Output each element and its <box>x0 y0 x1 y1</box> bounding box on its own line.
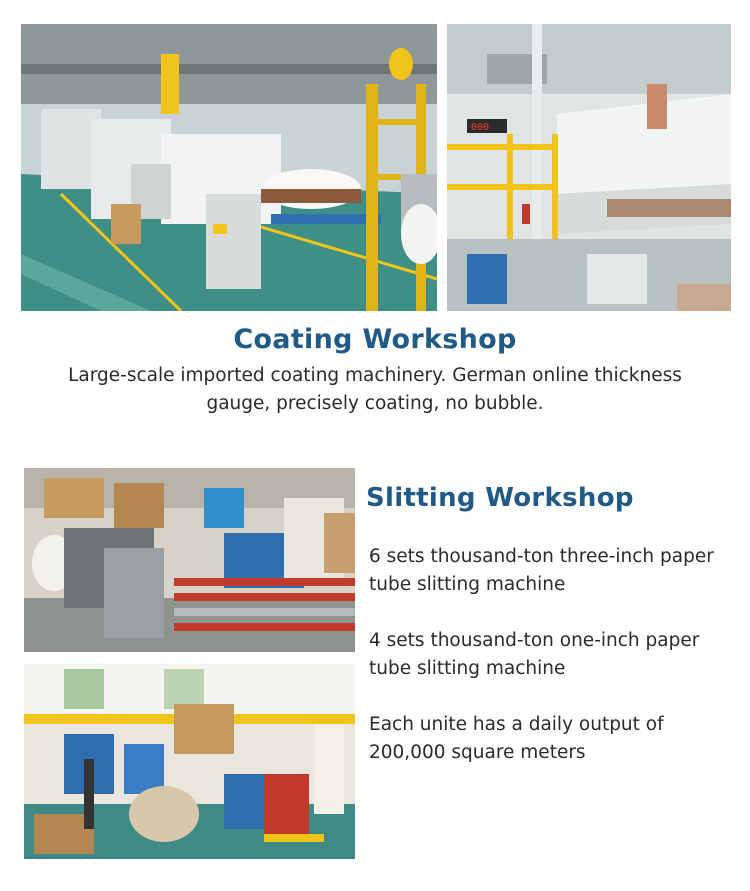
slitting-point-daily-output: Each unite has a daily output of 200,000 square meters <box>369 714 664 763</box>
coating-workshop-title: Coating Workshop <box>233 324 517 355</box>
slitting-point-one-inch: 4 sets thousand-ton one-inch paper tube slitting machine <box>369 630 700 679</box>
slitting-machines-photo <box>24 468 355 652</box>
factory-floor-photo <box>24 664 355 859</box>
coating-line-photo <box>21 24 437 311</box>
slitting-point-three-inch: 6 sets thousand-ton three-inch paper tube slitting machine <box>369 546 714 595</box>
coating-workshop-description: Large-scale imported coating machinery. German online thickness gauge, precisely coating, no bubble. <box>68 365 682 414</box>
svg-text:000: 000 <box>471 122 490 133</box>
slitting-workshop-title: Slitting Workshop <box>366 483 634 513</box>
drying-tunnel-photo <box>447 24 731 311</box>
